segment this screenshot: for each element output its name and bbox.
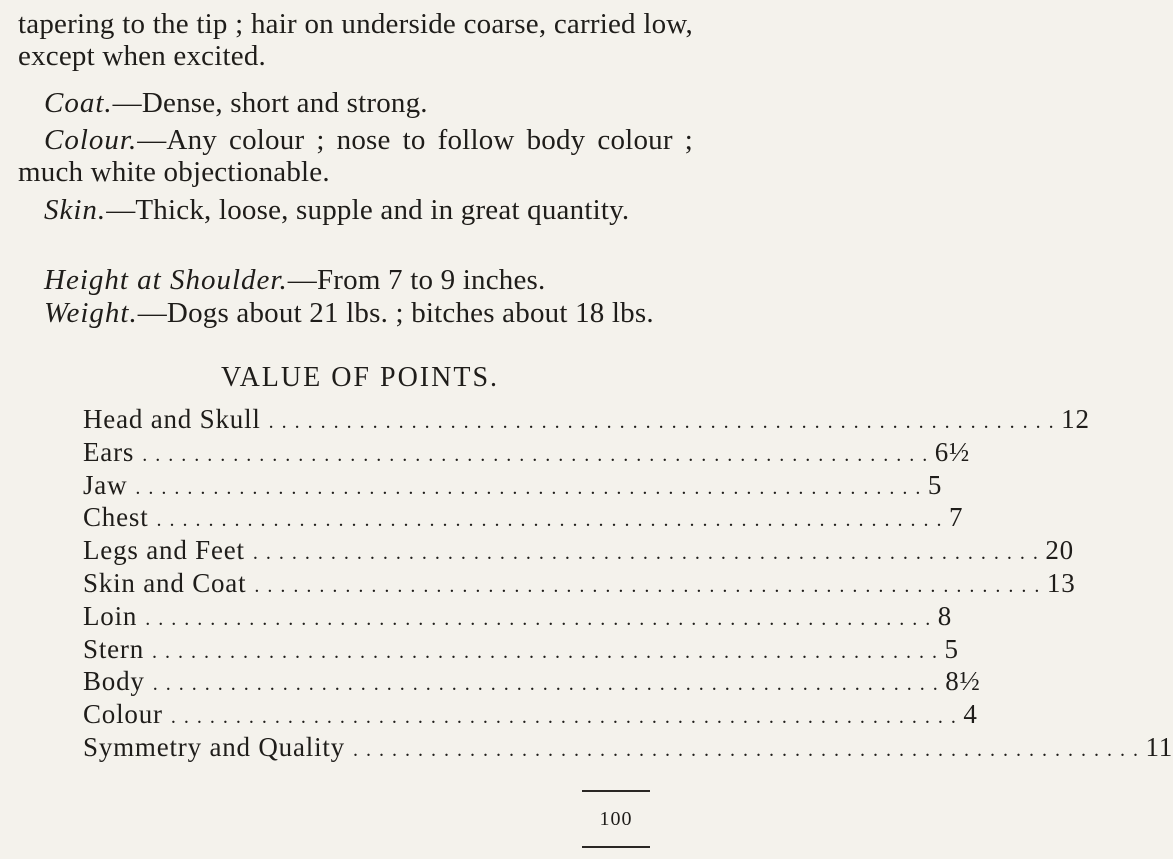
points-row-name: Head and Skull (83, 404, 261, 434)
points-total: 100 (599, 808, 633, 830)
dot-leader: . . . . . . . . . . . . . . . . . . . . . . . . . . . . . . . . . . . . . . . . . . . . . . . . . . . . . . . . . . . . . (145, 607, 932, 630)
points-row-value: 12 (1061, 404, 1090, 434)
points-row (83, 633, 959, 667)
dot-leader: . . . . . . . . . . . . . . . . . . . . . . . . . . . . . . . . . . . . . . . . . . . . . . . . . . . . . . . . . . . . . (135, 476, 922, 499)
points-row (83, 699, 978, 732)
points-row (83, 502, 964, 535)
points-row-name: Symmetry and Quality (83, 731, 345, 762)
coat-paragraph (18, 87, 693, 119)
dot-leader: . . . . . . . . . . . . . . . . . . . . . . . . . . . . . . . . . . . . . . . . . . . . . . . . . . . . . . . . . . . . . (156, 509, 944, 532)
dot-leader: . . . . . . . . . . . . . . . . . . . . . . . . . . . . . . . . . . . . . . . . . . . . . . . . . . . . . . . . . . . . . (142, 443, 929, 466)
weight-text: —Dogs about 21 lbs. ; bitches about 18 lbs. (137, 297, 654, 329)
points-row-value: 20 (1045, 535, 1074, 566)
intro-paragraph (18, 8, 693, 72)
points-row-value: 4 (963, 699, 978, 730)
points-row-name: Skin and Coat (83, 567, 247, 598)
points-row (83, 535, 1074, 568)
points-row (83, 436, 971, 470)
points-row-value: 8½ (945, 666, 981, 697)
points-row-value: 8 (937, 600, 953, 631)
skin-label: Skin. (44, 194, 107, 226)
colour-label: Colour. (44, 124, 138, 156)
weight-paragraph (18, 297, 693, 329)
points-row-name: Stern (83, 633, 144, 664)
points-row-name: Colour (83, 699, 163, 730)
points-row-name: Legs and Feet (83, 535, 245, 566)
colour-paragraph (18, 124, 693, 188)
height-label: Height at Shoulder. (44, 264, 288, 296)
skin-paragraph (18, 194, 693, 226)
points-row-name: Ears (83, 436, 135, 467)
points-row (83, 567, 1076, 601)
coat-label: Coat. (44, 87, 113, 119)
points-row (83, 731, 1173, 765)
weight-label: Weight. (44, 297, 138, 329)
points-row-value: 5 (944, 633, 959, 664)
points-row-name: Loin (83, 600, 138, 631)
points-row-value: 7 (949, 502, 964, 533)
total-rule-bottom (582, 846, 650, 848)
points-row-value: 13 (1046, 567, 1076, 598)
points-table (83, 404, 1173, 765)
points-row-name: Chest (83, 502, 149, 533)
coat-text: —Dense, short and strong. (112, 87, 428, 119)
height-paragraph (18, 264, 693, 296)
points-heading: VALUE OF POINTS. (220, 362, 500, 393)
skin-text: —Thick, loose, supple and in great quantity. (106, 194, 630, 226)
height-text: —From 7 to 9 inches. (287, 264, 546, 296)
dot-leader: . . . . . . . . . . . . . . . . . . . . . . . . . . . . . . . . . . . . . . . . . . . . . . . . . . . . . . . . . . . . . (152, 640, 939, 663)
dot-leader: . . . . . . . . . . . . . . . . . . . . . . . . . . . . . . . . . . . . . . . . . . . . . . . . . . . . . . . . . . . . . (252, 542, 1040, 565)
dot-leader: . . . . . . . . . . . . . . . . . . . . . . . . . . . . . . . . . . . . . . . . . . . . . . . . . . . . . . . . . . . . . (254, 574, 1041, 597)
points-row (83, 666, 981, 699)
points-row (83, 600, 953, 634)
points-row-value: 11 (1145, 731, 1173, 762)
points-row-value: 5 (927, 469, 943, 500)
points-row (83, 469, 943, 503)
dot-leader: . . . . . . . . . . . . . . . . . . . . . . . . . . . . . . . . . . . . . . . . . . . . . . . . . . . . . . . . . . . . . (352, 738, 1140, 761)
points-row (83, 404, 1090, 437)
points-row-value: 6½ (934, 436, 971, 467)
points-row-name: Jaw (83, 469, 128, 500)
total-rule-top (582, 790, 650, 792)
intro-text: tapering to the tip ; hair on underside coarse, carried low, except when excited. (18, 8, 693, 72)
dot-leader: . . . . . . . . . . . . . . . . . . . . . . . . . . . . . . . . . . . . . . . . . . . . . . . . . . . . . . . . . . . . . (170, 706, 958, 729)
dot-leader: . . . . . . . . . . . . . . . . . . . . . . . . . . . . . . . . . . . . . . . . . . . . . . . . . . . . . . . . . . . . . (268, 411, 1056, 433)
dot-leader: . . . . . . . . . . . . . . . . . . . . . . . . . . . . . . . . . . . . . . . . . . . . . . . . . . . . . . . . . . . . . (152, 673, 940, 696)
points-row-name: Body (83, 666, 145, 697)
colour-text: —Any colour ; nose to follow body colour ; much white objectionable. (18, 124, 693, 188)
